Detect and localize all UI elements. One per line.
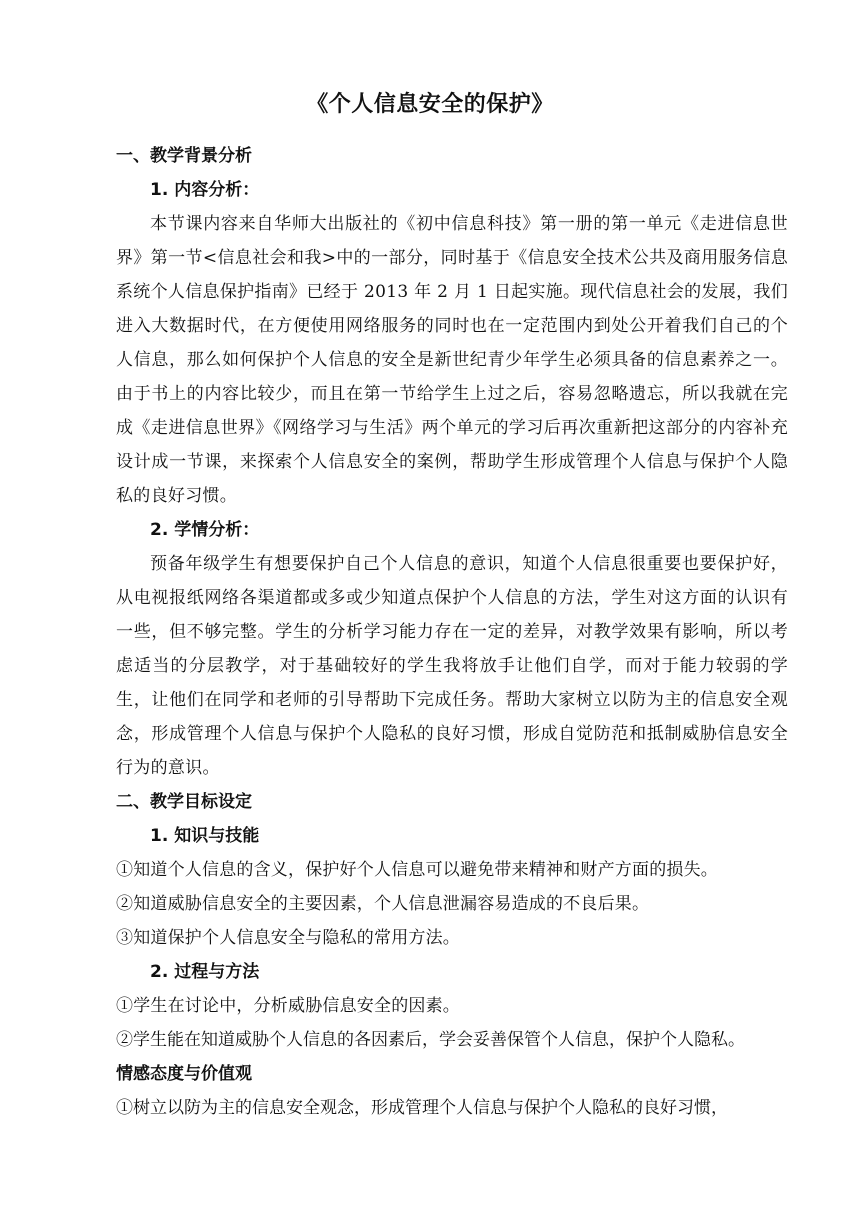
paragraph-content-analysis: 本节课内容来自华师大出版社的《初中信息科技》第一册的第一单元《走进信息世界》第一节<信息社会和我>中的一部分，同时基于《信息安全技术公共及商用服务信息系统个人信息保护指南》已经于 2013 年 2 月 1 日起实施。现代信息社会的发展，我们进入大数据时代，在方便使用网络服务的同时也在一定范围内到处公开着我们自己的个人信息，那么如何保护个人信息的安全是新世纪青少年学生必须具备的信息素养之一。由于书上的内容比较少，而且在第一节给学生上过之后，容易忽略遗忘，所以我就在完成《走进信息世界》《网络学习与生活》两个单元的学习后再次重新把这部分的内容补充设计成一节课，来探索个人信息安全的案例，帮助学生形成管理个人信息与保护个人隐私的良好习惯。 — [116, 214, 788, 506]
subheading-learner-analysis: 2. 学情分析： — [150, 520, 260, 540]
subheading-emotion-values: 情感态度与价值观 — [116, 1064, 252, 1084]
list-item-knowledge-3: ③知道保护个人信息安全与隐私的常用方法。 — [116, 928, 460, 948]
subheading-content-analysis: 1. 内容分析： — [150, 180, 260, 200]
paragraph-learner-analysis: 预备年级学生有想要保护自己个人信息的意识，知道个人信息很重要也要保护好，从电视报纸网络各渠道都或多或少知道点保护个人信息的方法，学生对这方面的认识有一些，但不够完整。学生的分析学习能力存在一定的差异，对教学效果有影响，所以考虑适当的分层教学，对于基础较好的学生我将放手让他们自学，而对于能力较弱的学生，让他们在同学和老师的引导帮助下完成任务。帮助大家树立以防为主的信息安全观念，形成管理个人信息与保护个人隐私的良好习惯，形成自觉防范和抵制威胁信息安全行为的意识。 — [116, 554, 788, 778]
list-item-emotion-1: ①树立以防为主的信息安全观念，形成管理个人信息与保护个人隐私的良好习惯， — [116, 1098, 728, 1118]
subheading-knowledge-skills: 1. 知识与技能 — [150, 826, 260, 846]
section-heading-objectives: 二、教学目标设定 — [116, 792, 252, 812]
document-title: 《个人信息安全的保护》 — [306, 92, 554, 117]
list-item-process-1: ①学生在讨论中，分析威胁信息安全的因素。 — [116, 996, 460, 1016]
list-item-knowledge-2: ②知道威胁信息安全的主要因素，个人信息泄漏容易造成的不良后果。 — [116, 894, 650, 914]
document-body — [116, 139, 788, 1125]
section-heading-background: 一、教学背景分析 — [116, 146, 252, 166]
list-item-process-2: ②学生能在知道威胁个人信息的各因素后，学会妥善保管个人信息，保护个人隐私。 — [116, 1030, 745, 1050]
subheading-process-methods: 2. 过程与方法 — [150, 962, 260, 982]
list-item-knowledge-1: ①知道个人信息的含义，保护好个人信息可以避免带来精神和财产方面的损失。 — [116, 860, 718, 880]
